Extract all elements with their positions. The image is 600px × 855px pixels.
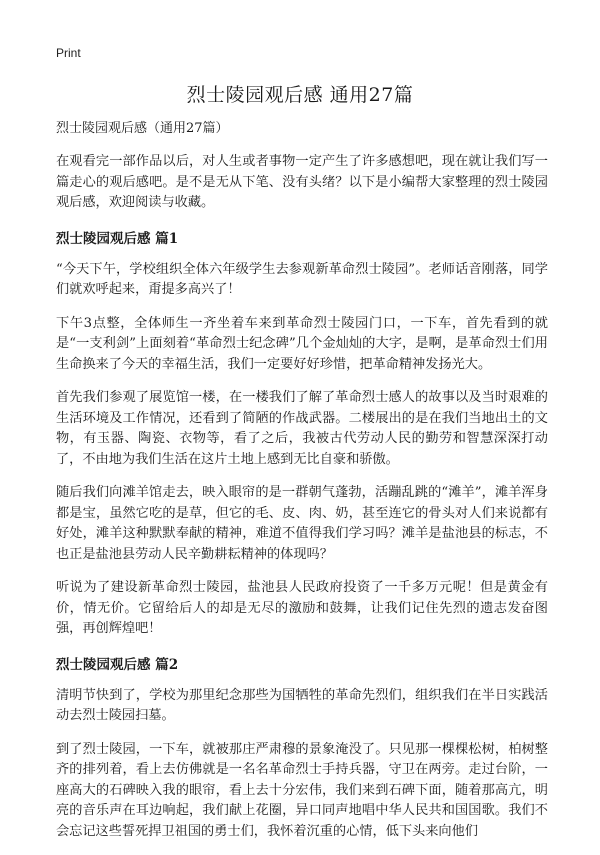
section-2-paragraph-2: 到了烈士陵园，一下车，就被那庄严肃穆的景象淹没了。只见那一棵棵松树，柏树整齐的排列着，看上去仿佛就是一名名革命烈士手持兵器，守卫在两旁。走过台阶，一座高大的石碑映入我的眼帘，看上去十分宏伟，我们来到石碑下面，随着那高亢，明亮的音乐声在耳边响起，我们献上花圈，异口同声地唱中华人民共和国国歌。我们不会忘记这些誓死捍卫祖国的勇士们，我怀着沉重的心情，低下头来向他们 (56, 741, 548, 839)
section-1-paragraph-4: 随后我们向滩羊馆走去，映入眼帘的是一群朝气蓬勃，活蹦乱跳的“滩羊”，滩羊浑身都是宝，虽然它吃的是草，但它的毛、皮、肉、奶，甚至连它的骨头对人们来说都有好处，滩羊这种默默奉献的精神，难道不值得我们学习吗？滩羊是盐池县的标志，不也正是盐池县劳动人民辛勤耕耘精神的体现吗？ (56, 485, 548, 562)
print-link[interactable]: Print (56, 46, 81, 60)
article-subtitle: 烈士陵园观后感（通用27篇） (56, 121, 229, 136)
section-1-paragraph-2: 下午3点整，全体师生一齐坐着车来到革命烈士陵园门口，一下车，首先看到的就是“一支利剑”上面刻着“革命烈士纪念碑”几个金灿灿的大字，是啊，是革命烈士们用生命换来了今天的幸福生活，我们一定要好好珍惜，把革命精神发扬光大。 (56, 315, 548, 372)
page-title: 烈士陵园观后感 通用27篇 (186, 84, 414, 106)
section-1-paragraph-3: 首先我们参观了展览馆一楼，在一楼我们了解了革命烈士感人的故事以及当时艰难的生活环境及工作情况，还看到了简陋的作战武器。二楼展出的是在我们当地出土的文物，有玉器、陶瓷、衣物等，看了之后，我被古代劳动人民的勤劳和智慧深深打动了，不由地为我们生活在这片土地上感到无比自豪和骄傲。 (56, 390, 548, 467)
section-2-heading: 烈士陵园观后感 篇2 (56, 656, 179, 673)
section-1-paragraph-5: 听说为了建设新革命烈士陵园，盐池县人民政府投资了一千多万元呢！但是黄金有价，情无价。它留给后人的却是无尽的激励和鼓舞，让我们记住先烈的遗志发奋图强，再创辉煌吧！ (56, 580, 548, 636)
section-1-paragraph-1: “今天下午，学校组织全体六年级学生去参观新革命烈士陵园”。老师话音刚落，同学们就欢呼起来，甭提多高兴了！ (56, 261, 548, 297)
section-1-heading: 烈士陵园观后感 篇1 (56, 230, 179, 247)
intro-paragraph: 在观看完一部作品以后，对人生或者事物一定产生了许多感想吧，现在就让我们写一篇走心的观后感吧。是不是无从下笔、没有头绪？以下是小编帮大家整理的烈士陵园观后感，欢迎阅读与收藏。 (56, 154, 548, 210)
section-2-paragraph-1: 清明节快到了，学校为那里纪念那些为国牺牲的革命先烈们，组织我们在半日实践活动去烈士陵园扫墓。 (56, 687, 548, 723)
article-body (56, 120, 548, 855)
